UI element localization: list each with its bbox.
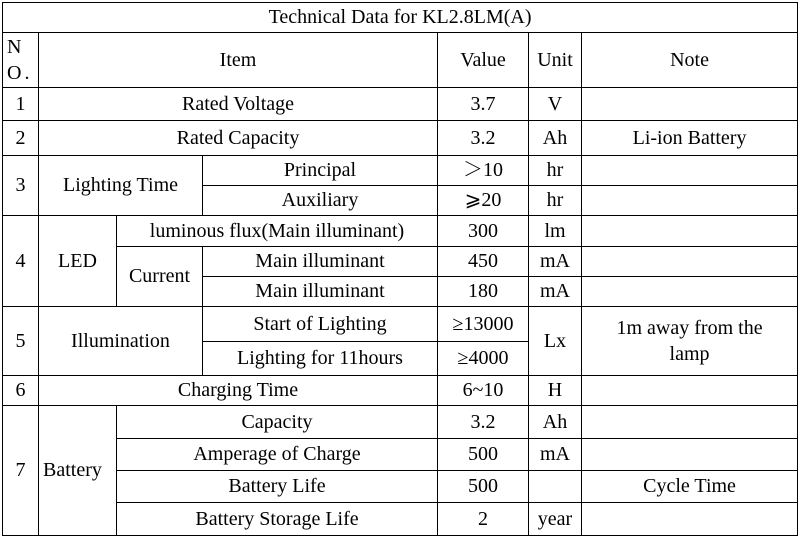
- value-cell: ⩾20: [438, 186, 529, 216]
- item-cell: Charging Time: [39, 376, 438, 406]
- table-row: [3, 155, 798, 185]
- header-item: Item: [39, 33, 438, 88]
- subitem-cell: Principal: [203, 155, 438, 185]
- value-cell: 3.2: [438, 121, 529, 155]
- subitem-cell: Auxiliary: [203, 186, 438, 216]
- note-cell: [582, 438, 798, 470]
- value-cell: ≥13000: [438, 307, 529, 341]
- unit-cell: year: [529, 503, 582, 536]
- item-cell: Lighting Time: [39, 155, 203, 216]
- note-cell: [582, 186, 798, 216]
- table-title: Technical Data for KL2.8LM(A): [3, 3, 798, 33]
- unit-cell: Lx: [529, 307, 582, 376]
- table-row: [3, 307, 798, 341]
- value-cell: 3.7: [438, 87, 529, 120]
- row-number: 2: [3, 121, 39, 155]
- table-row: [3, 121, 798, 155]
- unit-cell: hr: [529, 155, 582, 185]
- subitem-cell: Battery Life: [117, 471, 438, 503]
- unit-cell: mA: [529, 277, 582, 307]
- value-cell: ＞10: [438, 155, 529, 185]
- item-cell: Rated Voltage: [39, 87, 438, 120]
- unit-cell: [529, 471, 582, 503]
- note-cell: [582, 503, 798, 536]
- item-cell: LED: [39, 216, 117, 307]
- unit-cell: Ah: [529, 406, 582, 438]
- table-row: [3, 471, 798, 503]
- value-cell: 450: [438, 246, 529, 276]
- header-unit: Unit: [529, 33, 582, 88]
- table-row: [3, 503, 798, 536]
- unit-cell: H: [529, 376, 582, 406]
- table-row: [3, 376, 798, 406]
- subitem-cell: Battery Storage Life: [117, 503, 438, 536]
- unit-cell: mA: [529, 246, 582, 276]
- item-cell: Illumination: [39, 307, 203, 376]
- item-cell: Battery: [39, 406, 117, 536]
- subitem-cell: Amperage of Charge: [117, 438, 438, 470]
- header-row: [3, 33, 798, 88]
- note-cell: [582, 406, 798, 438]
- header-value: Value: [438, 33, 529, 88]
- note-cell: [582, 277, 798, 307]
- note-cell: [582, 376, 798, 406]
- table-row: [3, 406, 798, 438]
- technical-data-table: [2, 2, 798, 536]
- value-cell: 3.2: [438, 406, 529, 438]
- value-cell: 2: [438, 503, 529, 536]
- unit-cell: lm: [529, 216, 582, 246]
- note-cell: Li-ion Battery: [582, 121, 798, 155]
- subitem-cell: Start of Lighting: [203, 307, 438, 341]
- table-row: [3, 216, 798, 246]
- note-cell: Cycle Time: [582, 471, 798, 503]
- note-cell: [582, 155, 798, 185]
- title-row: [3, 3, 798, 33]
- subitem-cell: Main illuminant: [203, 246, 438, 276]
- unit-cell: V: [529, 87, 582, 120]
- value-cell: 500: [438, 471, 529, 503]
- subitem-cell: Lighting for 11hours: [203, 341, 438, 375]
- row-number: 1: [3, 87, 39, 120]
- header-no: N O.: [3, 33, 39, 88]
- note-cell: 1m away from the lamp: [582, 307, 798, 376]
- value-cell: 6~10: [438, 376, 529, 406]
- row-number: 5: [3, 307, 39, 376]
- row-number: 4: [3, 216, 39, 307]
- table-row: [3, 246, 798, 276]
- row-number: 7: [3, 406, 39, 536]
- note-cell: [582, 246, 798, 276]
- subitem-cell: luminous flux(Main illuminant): [117, 216, 438, 246]
- value-cell: 180: [438, 277, 529, 307]
- value-cell: ≥4000: [438, 341, 529, 375]
- subitem-cell: Capacity: [117, 406, 438, 438]
- header-note: Note: [582, 33, 798, 88]
- note-cell: [582, 216, 798, 246]
- unit-cell: Ah: [529, 121, 582, 155]
- row-number: 3: [3, 155, 39, 216]
- unit-cell: hr: [529, 186, 582, 216]
- subitem-cell: Main illuminant: [203, 277, 438, 307]
- table-row: [3, 438, 798, 470]
- note-cell: [582, 87, 798, 120]
- unit-cell: mA: [529, 438, 582, 470]
- value-cell: 300: [438, 216, 529, 246]
- row-number: 6: [3, 376, 39, 406]
- value-cell: 500: [438, 438, 529, 470]
- table-row: [3, 87, 798, 120]
- subgroup-cell: Current: [117, 246, 203, 307]
- item-cell: Rated Capacity: [39, 121, 438, 155]
